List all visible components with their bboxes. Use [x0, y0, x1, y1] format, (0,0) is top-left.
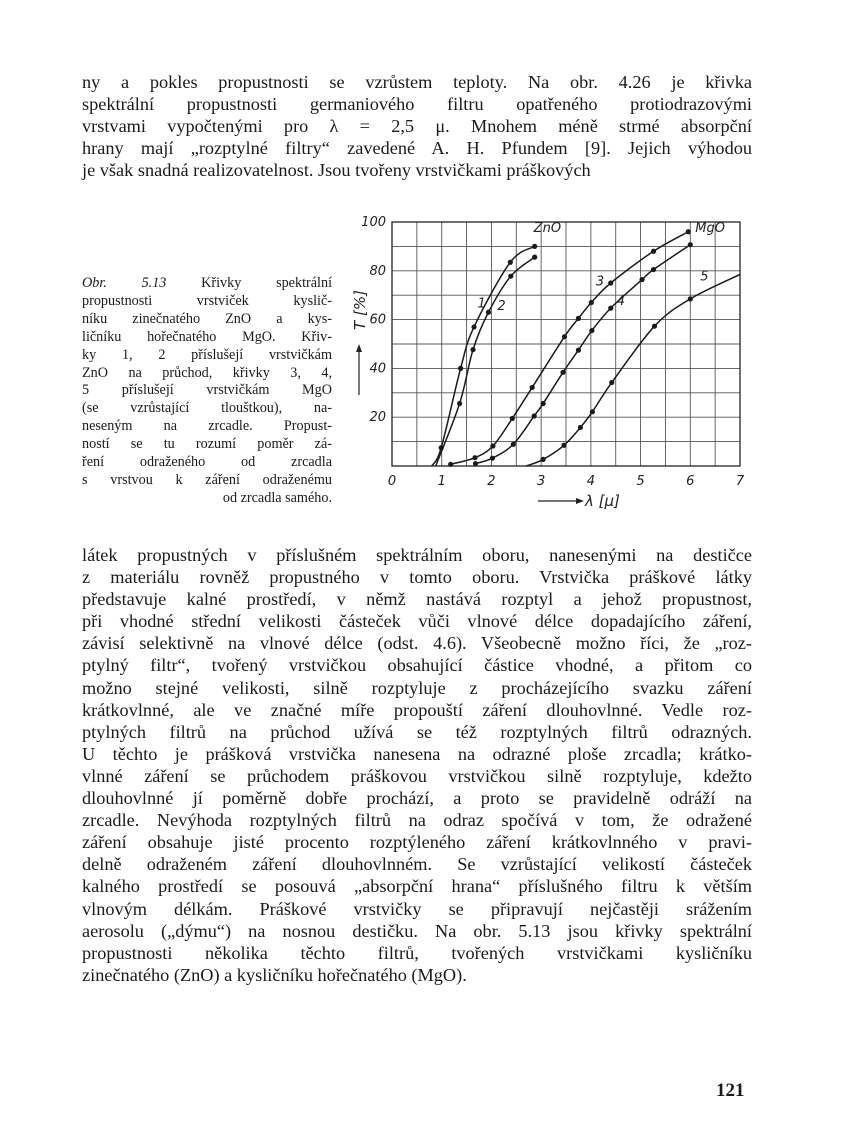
data-point-marker: [448, 462, 453, 467]
curve-4: [476, 245, 691, 464]
text-line: záření obsahuje jisté procento rozptýleného záření krátkovlnného v pravi-: [82, 832, 752, 853]
curve-2: [436, 257, 535, 466]
text-line: ptylných filtrů na průchod užívá se též rozptylných filtrů odrazných.: [82, 721, 752, 742]
caption-line: níku zinečnatého ZnO a kys-: [82, 310, 332, 327]
text-line: z materiálu rovněž propustného v tomto oboru. Vrstvička práškové látky: [82, 567, 752, 588]
x-tick-label: 4: [586, 474, 595, 489]
data-point-marker: [589, 300, 594, 305]
data-point-marker: [562, 334, 567, 339]
caption-line: (se vzrůstající tlouštkou), na-: [82, 400, 332, 417]
data-point-marker: [471, 324, 476, 329]
text-line: spektrální propustnosti germaniového filtru opatřeného protiodrazovými: [82, 94, 752, 115]
x-tick-label: 1: [437, 474, 446, 489]
y-tick-label: 60: [369, 312, 386, 328]
curve-label: 4: [616, 293, 625, 309]
caption-line: ZnO na průchod, křivky 3, 4,: [82, 364, 332, 381]
data-point-marker: [608, 306, 613, 311]
text-line: ptylný filtr“, tvořený vrstvičkou obsahující částice vhodné, a přitom co: [82, 655, 752, 676]
data-point-marker: [508, 260, 513, 265]
curve-label: 2: [497, 298, 506, 314]
text-line: představuje kalné prostředí, v němž nastává rozptyl a jehož propustnost,: [82, 589, 752, 610]
data-point-marker: [530, 385, 535, 390]
data-point-marker: [590, 409, 595, 414]
text-line: hrany mají „rozptylné filtry“ zavedené A. H. Pfundem [9]. Jejich výhodou: [82, 138, 752, 159]
text-line: dlouhovlnné jí poměrně dobře prochází, a proto se pravidelně odráží na: [82, 788, 752, 809]
curve-label: 1: [477, 296, 486, 312]
data-point-marker: [458, 366, 463, 371]
text-line: zrcadle. Nevýhoda rozptylných filtrů na odraz spočívá v tom, že odražené: [82, 810, 752, 831]
text-line: vlnné záření se průchodem práškovou vrstvičkou silně rozptyluje, kdežto: [82, 765, 752, 786]
data-point-marker: [608, 280, 613, 285]
caption-line: Obr. 5.13 Křivky spektrální: [82, 275, 333, 291]
x-tick-label: 6: [686, 474, 695, 489]
curve-label: 5: [700, 269, 709, 285]
y-tick-label: 20: [369, 410, 386, 426]
x-tick-label: 5: [636, 474, 645, 489]
data-point-marker: [576, 348, 581, 353]
figure-5-13-chart: [340, 210, 760, 520]
y-tick-label: 80: [369, 263, 386, 279]
caption-line: propustnosti vrstviček kyslič-: [82, 292, 332, 309]
page-number: 121: [716, 1080, 745, 1101]
data-point-marker: [688, 242, 693, 247]
figure-caption: [82, 275, 332, 508]
data-point-marker: [686, 229, 691, 234]
data-point-marker: [652, 324, 657, 329]
text-line: možno stejné velikosti, silně rozptyluje z procházejícího svazku záření: [82, 677, 752, 698]
caption-line: ření odraženého od zrcadla: [82, 454, 332, 471]
data-point-marker: [473, 461, 478, 466]
caption-line: s vrstvou k záření odraženému: [82, 471, 332, 488]
curve-label: 3: [595, 274, 605, 290]
data-point-marker: [490, 443, 495, 448]
text-line: vrstvami vypočtenými pro λ = 2,5 μ. Mnohem méně strmé absorpční: [82, 116, 752, 137]
y-axis-label: T [%]: [351, 290, 369, 330]
text-line: je však snadná realizovatelnost. Jsou tvořeny vrstvičkami práškových: [82, 160, 591, 181]
data-point-marker: [486, 310, 491, 315]
x-tick-label: 7: [735, 474, 745, 489]
curve-1: [432, 246, 535, 466]
text-line: aerosolu („dýmu“) na nosnou destičku. Na obr. 5.13 jsou křivky spektrální: [82, 920, 752, 941]
data-point-marker: [457, 401, 462, 406]
x-tick-label: 3: [537, 474, 546, 489]
text-line: krátkovlnné, ale ve značné míře propouští záření dlouhovlnné. Vedle roz-: [82, 699, 752, 720]
data-point-marker: [472, 455, 477, 460]
data-point-marker: [589, 328, 594, 333]
data-point-marker: [532, 255, 537, 260]
data-point-marker: [510, 416, 515, 421]
x-axis-label: λ [μ]: [585, 492, 620, 510]
text-line: vlnovým délkám. Práškové vrstvičky se připravují nejčastěji srážením: [82, 898, 752, 919]
data-point-marker: [541, 457, 546, 462]
caption-line: od zrcadla samého.: [222, 489, 332, 506]
body-text-bottom: [82, 544, 752, 986]
y-axis-arrow-head-icon: [356, 344, 362, 352]
text-line: ny a pokles propustnosti se vzrůstem teploty. Na obr. 4.26 je křivka: [82, 72, 752, 92]
y-tick-label: 100: [361, 215, 386, 230]
curve-label: ZnO: [533, 220, 562, 236]
y-tick-label: 40: [369, 361, 386, 377]
data-point-marker: [639, 277, 644, 282]
data-point-marker: [688, 296, 693, 301]
text-line: zinečnatého (ZnO) a kysličníku hořečnatého (MgO).: [82, 964, 467, 985]
spectral-transmittance-chart: [340, 210, 760, 520]
data-point-marker: [561, 443, 566, 448]
data-point-marker: [651, 267, 656, 272]
data-point-marker: [576, 316, 581, 321]
data-point-marker: [470, 347, 475, 352]
data-point-marker: [560, 370, 565, 375]
body-text-top: [82, 71, 752, 181]
text-line: delně odraženém záření dlouhovlnném. Se vzrůstající velikostí částeček: [82, 854, 752, 875]
caption-label: Obr. 5.13: [82, 275, 167, 291]
data-point-marker: [532, 413, 537, 418]
data-point-marker: [578, 425, 583, 430]
text-line: propustnosti několika těchto filtrů, tvořených vrstvičkami kysličníku: [82, 942, 752, 963]
data-point-marker: [508, 274, 513, 279]
text-line: závisí selektivně na vlnové délce (odst. 4.6). Všeobecně možno říci, že „roz-: [82, 633, 752, 654]
x-tick-label: 0: [387, 474, 397, 489]
caption-line: ky 1, 2 příslušejí vrstvičkám: [82, 346, 332, 363]
data-point-marker: [511, 442, 516, 447]
text-line: U těchto je prášková vrstvička nanesena na odrazné ploše zrcadla; krátko-: [82, 743, 752, 764]
caption-line: neseným na zrcadle. Propust-: [82, 418, 332, 435]
x-tick-label: 2: [487, 474, 496, 489]
caption-line: 5 příslušejí vrstvičkám MgO: [82, 382, 332, 399]
text-line: při vhodné střední velikosti částeček vůči vlnové délce dopadajícího záření,: [82, 611, 752, 632]
curve-label: MgO: [695, 220, 725, 236]
curve-3: [451, 232, 689, 465]
x-axis-arrow-head-icon: [576, 498, 584, 504]
data-point-marker: [541, 401, 546, 406]
text-line: kalného prostředí se posouvá „absorpční hrana“ příslušného filtru k větším: [82, 876, 752, 897]
data-point-marker: [609, 380, 614, 385]
text-line: látek propustných v příslušném spektrálním oboru, nanesenými na destičce: [82, 545, 752, 565]
caption-line: ličníku hořečnatého MgO. Křiv-: [82, 328, 332, 345]
curve-5: [526, 274, 740, 466]
data-point-marker: [490, 456, 495, 461]
data-point-marker: [532, 244, 537, 249]
data-point-marker: [651, 249, 656, 254]
caption-line: ností se tu rozumí poměr zá-: [82, 436, 332, 453]
